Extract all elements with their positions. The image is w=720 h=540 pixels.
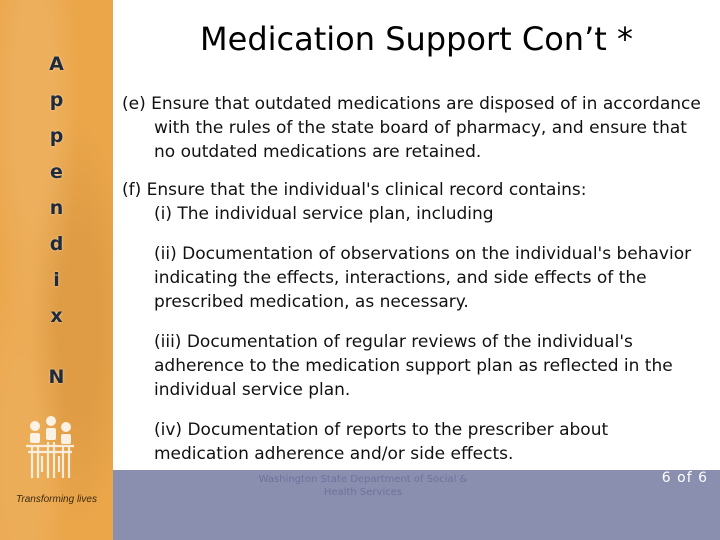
tagline: Transforming lives xyxy=(16,494,97,505)
list-item: (e) Ensure that outdated medications are disposed of in accordance with the rules of the state board of pharmacy, and ensure that no outdated medications are retained. xyxy=(122,94,701,162)
vertical-letter: x xyxy=(50,305,63,327)
list-item: (iv) Documentation of reports to the prescriber about medication adherence and/or side effects. xyxy=(154,420,609,464)
dshs-people-logo-icon xyxy=(22,412,78,488)
slide-body xyxy=(122,92,707,466)
list-item: (i) The individual service plan, including xyxy=(154,204,494,224)
slide-title: Medication Support Con’t * xyxy=(200,20,633,58)
sidebar xyxy=(0,0,113,540)
list-item: (iii) Documentation of regular reviews of the individual's adherence to the medication support plan as reflected in the individual service plan. xyxy=(154,332,673,400)
vertical-letter: e xyxy=(50,161,63,183)
footer-org-name: Washington State Department of Social & Health Services xyxy=(258,474,468,498)
list-item: (ii) Documentation of observations on the individual's behavior indicating the effects, interactions, and side effects of the prescribed medication, as necessary. xyxy=(154,244,692,312)
appendix-vertical-label xyxy=(0,52,113,340)
vertical-letter: n xyxy=(49,197,64,219)
vertical-letter: p xyxy=(49,89,64,111)
slide-number: 6 of 6 xyxy=(661,470,708,486)
vertical-letter: d xyxy=(49,233,64,255)
vertical-letter: i xyxy=(53,269,60,291)
vertical-letter: A xyxy=(49,53,64,75)
appendix-letter: N xyxy=(48,366,65,388)
list-item: (f) Ensure that the individual's clinical record contains: xyxy=(122,180,587,200)
vertical-letter: p xyxy=(49,125,64,147)
